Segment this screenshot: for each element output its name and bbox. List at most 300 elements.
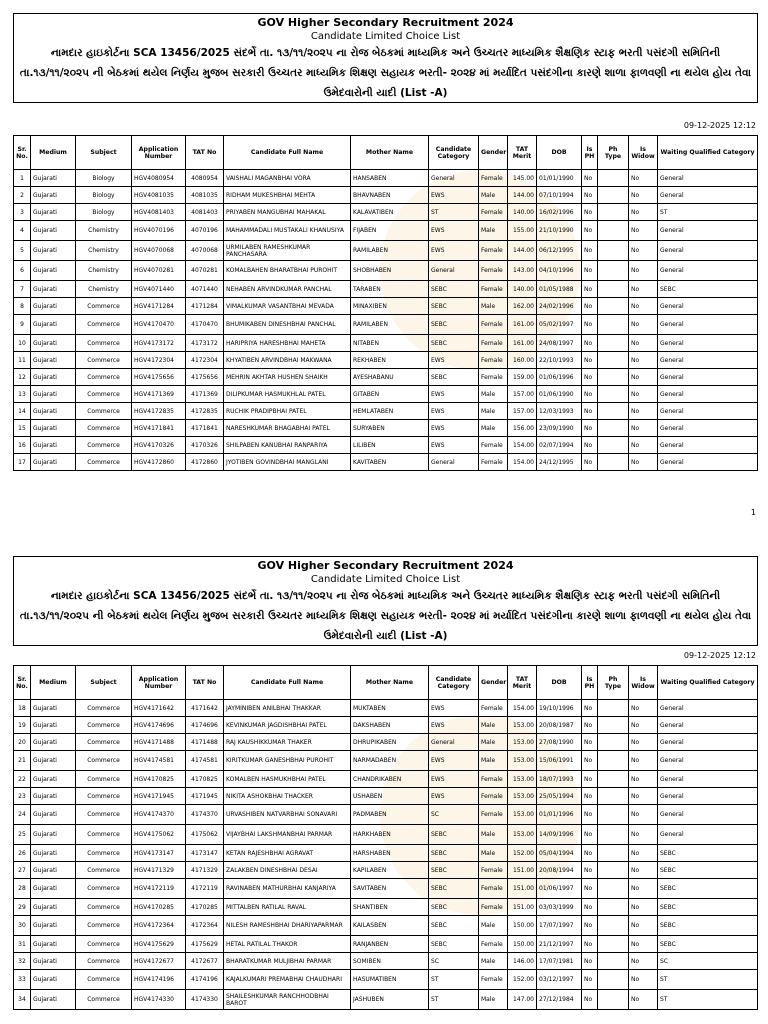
cell-gender: Male	[479, 386, 508, 403]
cell-mother-name: HARSHABEN	[351, 845, 429, 862]
cell-category: ST	[429, 990, 479, 1010]
cell-subject: Chemistry	[76, 241, 132, 261]
cell-medium: Gujarati	[31, 298, 76, 315]
cell-subject: Commerce	[76, 454, 132, 471]
cell-mother-name: BHAVNABEN	[351, 187, 429, 204]
cell-mother-name: AYESHABANU	[351, 369, 429, 386]
cell-mother-name: TARABEN	[351, 281, 429, 298]
cell-category: EWS	[429, 437, 479, 454]
cell-tat-merit: 152.00	[508, 970, 537, 990]
cell-application-number: HGV4172835	[132, 403, 186, 420]
cell-category: EWS	[429, 352, 479, 369]
cell-sr-no: 2	[14, 187, 31, 204]
cell-sr-no: 8	[14, 298, 31, 315]
cell-candidate-name: MAHAMMADALI MUSTAKALI KHANUSIYA	[224, 221, 351, 241]
cell-category: General	[429, 454, 479, 471]
cell-dob: 27/08/1990	[537, 734, 582, 751]
cell-is-ph: No	[582, 990, 598, 1010]
cell-waiting-category: SEBC	[658, 879, 758, 899]
cell-mother-name: HASUMATIBEN	[351, 970, 429, 990]
cell-application-number: HGV4171642	[132, 700, 186, 717]
cell-subject: Commerce	[76, 970, 132, 990]
cell-mother-name: KAPILABEN	[351, 862, 429, 879]
cell-application-number: HGV4070068	[132, 241, 186, 261]
cell-category: EWS	[429, 187, 479, 204]
cell-candidate-name: NARESHKUMAR BHAGABHAI PATEL	[224, 420, 351, 437]
cell-category: SEBC	[429, 936, 479, 953]
cell-subject: Commerce	[76, 936, 132, 953]
cell-category: SEBC	[429, 899, 479, 916]
cell-is-ph: No	[582, 204, 598, 221]
table-row	[14, 771, 758, 788]
cell-medium: Gujarati	[31, 825, 76, 845]
cell-mother-name: PADMABEN	[351, 805, 429, 825]
cell-waiting-category: General	[658, 241, 758, 261]
cell-tat-no: 4172860	[186, 454, 224, 471]
cell-candidate-name: KETAN RAJESHBHAI AGRAVAT	[224, 845, 351, 862]
cell-ph-type	[598, 700, 629, 717]
cell-medium: Gujarati	[31, 187, 76, 204]
cell-mother-name: RANJANBEN	[351, 936, 429, 953]
col-subject-header: Subject	[76, 136, 132, 170]
cell-dob: 01/06/1990	[537, 386, 582, 403]
cell-dob: 05/02/1997	[537, 315, 582, 335]
cell-mother-name: MUKTABEN	[351, 700, 429, 717]
cell-application-number: HGV4171488	[132, 734, 186, 751]
cell-is-widow: No	[629, 187, 658, 204]
cell-waiting-category: General	[658, 454, 758, 471]
document-subtitle: Candidate Limited Choice List	[310, 31, 461, 42]
cell-application-number: HGV4070281	[132, 261, 186, 281]
cell-is-ph: No	[582, 437, 598, 454]
cell-gender: Female	[479, 862, 508, 879]
table-row	[14, 788, 758, 805]
cell-sr-no: 13	[14, 386, 31, 403]
cell-ph-type	[598, 771, 629, 788]
cell-candidate-name: RAVINABEN MATHURBHAI KANJARIYA	[224, 879, 351, 899]
cell-is-widow: No	[629, 335, 658, 352]
cell-application-number: HGV4174196	[132, 970, 186, 990]
cell-tat-no: 4070068	[186, 241, 224, 261]
cell-is-ph: No	[582, 298, 598, 315]
cell-tat-merit: 160.00	[508, 352, 537, 369]
cell-tat-merit: 153.00	[508, 751, 537, 771]
cell-subject: Commerce	[76, 298, 132, 315]
cell-dob: 12/03/1993	[537, 403, 582, 420]
cell-subject: Commerce	[76, 437, 132, 454]
cell-subject: Commerce	[76, 369, 132, 386]
cell-application-number: HGV4170825	[132, 771, 186, 788]
cell-is-ph: No	[582, 281, 598, 298]
cell-subject: Commerce	[76, 335, 132, 352]
cell-ph-type	[598, 241, 629, 261]
cell-mother-name: KAVITABEN	[351, 454, 429, 471]
cell-dob: 04/10/1996	[537, 261, 582, 281]
cell-application-number: HGV4174696	[132, 717, 186, 734]
col-sr-no-header: Sr. No.	[14, 666, 31, 700]
cell-tat-merit: 161.00	[508, 335, 537, 352]
cell-application-number: HGV4170285	[132, 899, 186, 916]
table-row	[14, 369, 758, 386]
col-dob-header: DOB	[537, 666, 582, 700]
col-dob-header: DOB	[537, 136, 582, 170]
cell-category: SEBC	[429, 335, 479, 352]
cell-is-ph: No	[582, 916, 598, 936]
cell-is-widow: No	[629, 700, 658, 717]
cell-mother-name: SHANTIBEN	[351, 899, 429, 916]
cell-category: SEBC	[429, 825, 479, 845]
cell-tat-no: 4171329	[186, 862, 224, 879]
print-datetime: 09-12-2025 12:12	[683, 121, 756, 130]
table-row	[14, 352, 758, 369]
col-tat-merit-header: TAT Merit	[508, 666, 537, 700]
page-header	[13, 556, 758, 646]
cell-gender: Male	[479, 420, 508, 437]
cell-gender: Female	[479, 335, 508, 352]
cell-gender: Male	[479, 187, 508, 204]
cell-medium: Gujarati	[31, 700, 76, 717]
table-row	[14, 315, 758, 335]
cell-category: EWS	[429, 221, 479, 241]
col-ph-type-header: Ph Type	[598, 666, 629, 700]
cell-tat-no: 4170326	[186, 437, 224, 454]
cell-dob: 21/12/1997	[537, 936, 582, 953]
col-subject-header: Subject	[76, 666, 132, 700]
cell-waiting-category: General	[658, 734, 758, 751]
col-application-number-header: Application Number	[132, 136, 186, 170]
cell-dob: 02/07/1994	[537, 437, 582, 454]
cell-ph-type	[598, 936, 629, 953]
cell-is-ph: No	[582, 845, 598, 862]
cell-gender: Female	[479, 261, 508, 281]
cell-application-number: HGV4175656	[132, 369, 186, 386]
cell-tat-merit: 150.00	[508, 916, 537, 936]
cell-is-ph: No	[582, 734, 598, 751]
col-tat-no-header: TAT No	[186, 136, 224, 170]
cell-candidate-name: MEHRIN AKHTAR HUSHEN SHAIKH	[224, 369, 351, 386]
cell-sr-no: 1	[14, 170, 31, 187]
cell-medium: Gujarati	[31, 454, 76, 471]
cell-is-widow: No	[629, 751, 658, 771]
cell-gender: Male	[479, 298, 508, 315]
cell-application-number: HGV4171841	[132, 420, 186, 437]
cell-dob: 20/08/1994	[537, 862, 582, 879]
cell-gender: Female	[479, 771, 508, 788]
cell-category: SC	[429, 805, 479, 825]
cell-sr-no: 23	[14, 788, 31, 805]
cell-mother-name: USHABEN	[351, 788, 429, 805]
cell-is-widow: No	[629, 170, 658, 187]
cell-dob: 21/10/1990	[537, 221, 582, 241]
table-row	[14, 845, 758, 862]
cell-medium: Gujarati	[31, 771, 76, 788]
cell-is-ph: No	[582, 879, 598, 899]
cell-tat-no: 4070281	[186, 261, 224, 281]
cell-ph-type	[598, 751, 629, 771]
cell-is-widow: No	[629, 862, 658, 879]
cell-application-number: HGV4174581	[132, 751, 186, 771]
cell-tat-no: 4175656	[186, 369, 224, 386]
cell-subject: Commerce	[76, 990, 132, 1010]
cell-dob: 03/03/1999	[537, 899, 582, 916]
cell-tat-no: 4172304	[186, 352, 224, 369]
cell-is-ph: No	[582, 899, 598, 916]
cell-subject: Commerce	[76, 845, 132, 862]
cell-subject: Chemistry	[76, 221, 132, 241]
cell-application-number: HGV4173172	[132, 335, 186, 352]
cell-application-number: HGV4081035	[132, 187, 186, 204]
cell-gender: Female	[479, 788, 508, 805]
cell-gender: Male	[479, 221, 508, 241]
col-is-widow-header: Is Widow	[629, 666, 658, 700]
cell-medium: Gujarati	[31, 788, 76, 805]
cell-is-widow: No	[629, 204, 658, 221]
cell-waiting-category: General	[658, 261, 758, 281]
cell-application-number: HGV4071440	[132, 281, 186, 298]
cell-candidate-name: HETAL RATILAL THAKOR	[224, 936, 351, 953]
table-row	[14, 734, 758, 751]
cell-dob: 24/08/1997	[537, 335, 582, 352]
cell-dob: 25/05/1994	[537, 788, 582, 805]
cell-waiting-category: ST	[658, 970, 758, 990]
cell-medium: Gujarati	[31, 717, 76, 734]
cell-sr-no: 30	[14, 916, 31, 936]
cell-tat-no: 4172119	[186, 879, 224, 899]
cell-dob: 01/01/1996	[537, 805, 582, 825]
cell-dob: 27/12/1984	[537, 990, 582, 1010]
cell-ph-type	[598, 862, 629, 879]
cell-application-number: HGV4174370	[132, 805, 186, 825]
cell-mother-name: FIJABEN	[351, 221, 429, 241]
cell-gender: Female	[479, 970, 508, 990]
cell-sr-no: 19	[14, 717, 31, 734]
cell-waiting-category: General	[658, 221, 758, 241]
cell-ph-type	[598, 261, 629, 281]
cell-tat-merit: 153.00	[508, 771, 537, 788]
cell-tat-no: 4170825	[186, 771, 224, 788]
cell-gender: Female	[479, 204, 508, 221]
cell-tat-merit: 152.00	[508, 845, 537, 862]
cell-dob: 01/05/1988	[537, 281, 582, 298]
cell-gender: Female	[479, 805, 508, 825]
cell-waiting-category: General	[658, 170, 758, 187]
cell-application-number: HGV4175062	[132, 825, 186, 845]
cell-application-number: HGV4171284	[132, 298, 186, 315]
cell-tat-merit: 146.00	[508, 953, 537, 970]
cell-mother-name: NARMADABEN	[351, 751, 429, 771]
cell-waiting-category: SEBC	[658, 899, 758, 916]
cell-subject: Commerce	[76, 879, 132, 899]
cell-waiting-category: SC	[658, 953, 758, 970]
cell-gender: Female	[479, 170, 508, 187]
cell-is-ph: No	[582, 805, 598, 825]
cell-mother-name: DAKSHABEN	[351, 717, 429, 734]
cell-tat-merit: 140.00	[508, 281, 537, 298]
cell-sr-no: 4	[14, 221, 31, 241]
col-candidate-name-header: Candidate Full Name	[224, 666, 351, 700]
cell-tat-merit: 151.00	[508, 899, 537, 916]
cell-is-widow: No	[629, 805, 658, 825]
cell-gender: Female	[479, 899, 508, 916]
cell-is-widow: No	[629, 352, 658, 369]
cell-is-ph: No	[582, 717, 598, 734]
cell-tat-no: 4171945	[186, 788, 224, 805]
cell-is-ph: No	[582, 335, 598, 352]
cell-mother-name: SURYABEN	[351, 420, 429, 437]
cell-tat-merit: 162.00	[508, 298, 537, 315]
table-row	[14, 825, 758, 845]
cell-sr-no: 18	[14, 700, 31, 717]
cell-waiting-category: ST	[658, 204, 758, 221]
cell-is-widow: No	[629, 970, 658, 990]
cell-mother-name: RAMILABEN	[351, 315, 429, 335]
cell-tat-merit: 151.00	[508, 879, 537, 899]
document-title: GOV Higher Secondary Recruitment 2024	[257, 16, 514, 29]
cell-gender: Female	[479, 315, 508, 335]
cell-category: ST	[429, 204, 479, 221]
cell-ph-type	[598, 717, 629, 734]
cell-application-number: HGV4172119	[132, 879, 186, 899]
cell-waiting-category: General	[658, 420, 758, 437]
cell-sr-no: 26	[14, 845, 31, 862]
cell-sr-no: 21	[14, 751, 31, 771]
cell-candidate-name: URVASHIBEN NATVARBHAI SONAVARI	[224, 805, 351, 825]
cell-gender: Male	[479, 717, 508, 734]
cell-waiting-category: General	[658, 352, 758, 369]
cell-is-widow: No	[629, 734, 658, 751]
cell-waiting-category: General	[658, 187, 758, 204]
col-category-header: Candidate Category	[429, 666, 479, 700]
cell-dob: 01/01/1990	[537, 170, 582, 187]
cell-application-number: HGV4174330	[132, 990, 186, 1010]
table-row	[14, 751, 758, 771]
cell-candidate-name: ZALAKBEN DINESHBHAI DESAI	[224, 862, 351, 879]
cell-sr-no: 3	[14, 204, 31, 221]
cell-ph-type	[598, 298, 629, 315]
cell-is-widow: No	[629, 717, 658, 734]
cell-is-ph: No	[582, 369, 598, 386]
page-header	[13, 13, 758, 103]
cell-tat-merit: 150.00	[508, 936, 537, 953]
cell-ph-type	[598, 454, 629, 471]
cell-is-widow: No	[629, 298, 658, 315]
table-row	[14, 899, 758, 916]
col-ph-type-header: Ph Type	[598, 136, 629, 170]
cell-mother-name: SAVITABEN	[351, 879, 429, 899]
cell-candidate-name: JAYMINIBEN ANILBHAI THAKKAR	[224, 700, 351, 717]
cell-medium: Gujarati	[31, 281, 76, 298]
cell-mother-name: NITABEN	[351, 335, 429, 352]
cell-tat-no: 4173147	[186, 845, 224, 862]
cell-waiting-category: General	[658, 298, 758, 315]
table-row	[14, 862, 758, 879]
cell-gender: Female	[479, 437, 508, 454]
cell-medium: Gujarati	[31, 403, 76, 420]
cell-gender: Female	[479, 352, 508, 369]
cell-dob: 22/10/1993	[537, 352, 582, 369]
cell-mother-name: GITABEN	[351, 386, 429, 403]
cell-medium: Gujarati	[31, 845, 76, 862]
cell-tat-merit: 140.00	[508, 204, 537, 221]
cell-waiting-category: SEBC	[658, 916, 758, 936]
cell-dob: 18/07/1993	[537, 771, 582, 788]
cell-tat-merit: 144.00	[508, 187, 537, 204]
cell-is-ph: No	[582, 751, 598, 771]
cell-medium: Gujarati	[31, 916, 76, 936]
col-mother-name-header: Mother Name	[351, 666, 429, 700]
document-notice: નામદાર હાઇકોર્ટના SCA 13456/2025 સંદર્ભે તા. ૧૩/૧૧/૨૦૨૫ ના રોજ બેઠકમાં માધ્યમિક અને ઉચ્ચતર માધ્યમિક શૈક્ષણિક સ્ટાફ ભરતી પસંદગી સમિતિની તા.૧૩/૧૧/૨૦૨૫ ની બેઠકમાં થયેલ નિર્ણય મુજબ સરકારી ઉચ્ચતર માધ્યમિક શિક્ષણ સહાયક ભરતી- ૨૦૨૪ માં મર્યાદિત પસંદગીના કારણે શાળા ફાળવણી ના થયેલ હોય તેવા ઉમેદવારોની યાદી (List -A)	[19, 590, 752, 642]
cell-sr-no: 29	[14, 899, 31, 916]
cell-tat-no: 4171284	[186, 298, 224, 315]
document-notice: નામદાર હાઇકોર્ટના SCA 13456/2025 સંદર્ભે તા. ૧૩/૧૧/૨૦૨૫ ના રોજ બેઠકમાં માધ્યમિક અને ઉચ્ચતર માધ્યમિક શૈક્ષણિક સ્ટાફ ભરતી પસંદગી સમિતિની તા.૧૩/૧૧/૨૦૨૫ ની બેઠકમાં થયેલ નિર્ણય મુજબ સરકારી ઉચ્ચતર માધ્યમિક શિક્ષણ સહાયક ભરતી- ૨૦૨૪ માં મર્યાદિત પસંદગીના કારણે શાળા ફાળવણી ના થયેલ હોય તેવા ઉમેદવારોની યાદી (List -A)	[19, 47, 752, 99]
cell-application-number: HGV4171945	[132, 788, 186, 805]
document-page-2	[0, 545, 768, 1024]
cell-ph-type	[598, 437, 629, 454]
table-row	[14, 953, 758, 970]
cell-subject: Commerce	[76, 315, 132, 335]
cell-ph-type	[598, 990, 629, 1010]
cell-category: SEBC	[429, 281, 479, 298]
cell-tat-merit: 161.00	[508, 315, 537, 335]
cell-ph-type	[598, 281, 629, 298]
cell-is-widow: No	[629, 771, 658, 788]
table-row	[14, 437, 758, 454]
cell-mother-name: MINAXIBEN	[351, 298, 429, 315]
cell-is-ph: No	[582, 187, 598, 204]
cell-waiting-category: SEBC	[658, 862, 758, 879]
cell-waiting-category: General	[658, 751, 758, 771]
cell-tat-no: 4174370	[186, 805, 224, 825]
cell-waiting-category: General	[658, 717, 758, 734]
cell-is-ph: No	[582, 700, 598, 717]
table-row	[14, 261, 758, 281]
cell-subject: Chemistry	[76, 261, 132, 281]
cell-category: SEBC	[429, 916, 479, 936]
cell-dob: 14/09/1996	[537, 825, 582, 845]
cell-medium: Gujarati	[31, 990, 76, 1010]
cell-candidate-name: NEHABEN ARVINDKUMAR PANCHAL	[224, 281, 351, 298]
cell-is-widow: No	[629, 879, 658, 899]
cell-category: ST	[429, 970, 479, 990]
cell-is-ph: No	[582, 788, 598, 805]
table-row	[14, 879, 758, 899]
cell-tat-merit: 159.00	[508, 369, 537, 386]
cell-dob: 03/12/1997	[537, 970, 582, 990]
cell-medium: Gujarati	[31, 805, 76, 825]
cell-mother-name: HANSABEN	[351, 170, 429, 187]
cell-gender: Male	[479, 825, 508, 845]
cell-dob: 24/12/1995	[537, 454, 582, 471]
cell-mother-name: SHOBHABEN	[351, 261, 429, 281]
cell-gender: Male	[479, 845, 508, 862]
cell-candidate-name: JYOTIBEN GOVINDBHAI MANGLANI	[224, 454, 351, 471]
table-row	[14, 805, 758, 825]
cell-dob: 24/02/1996	[537, 298, 582, 315]
cell-waiting-category: General	[658, 825, 758, 845]
cell-medium: Gujarati	[31, 352, 76, 369]
cell-mother-name: LILIBEN	[351, 437, 429, 454]
cell-gender: Male	[479, 953, 508, 970]
table-row	[14, 386, 758, 403]
cell-gender: Female	[479, 879, 508, 899]
cell-candidate-name: HARIPRIYA HARESHBHAI MAHETA	[224, 335, 351, 352]
cell-is-widow: No	[629, 420, 658, 437]
cell-ph-type	[598, 221, 629, 241]
cell-waiting-category: General	[658, 369, 758, 386]
cell-medium: Gujarati	[31, 241, 76, 261]
cell-dob: 07/10/1994	[537, 187, 582, 204]
cell-mother-name: RAMILABEN	[351, 241, 429, 261]
